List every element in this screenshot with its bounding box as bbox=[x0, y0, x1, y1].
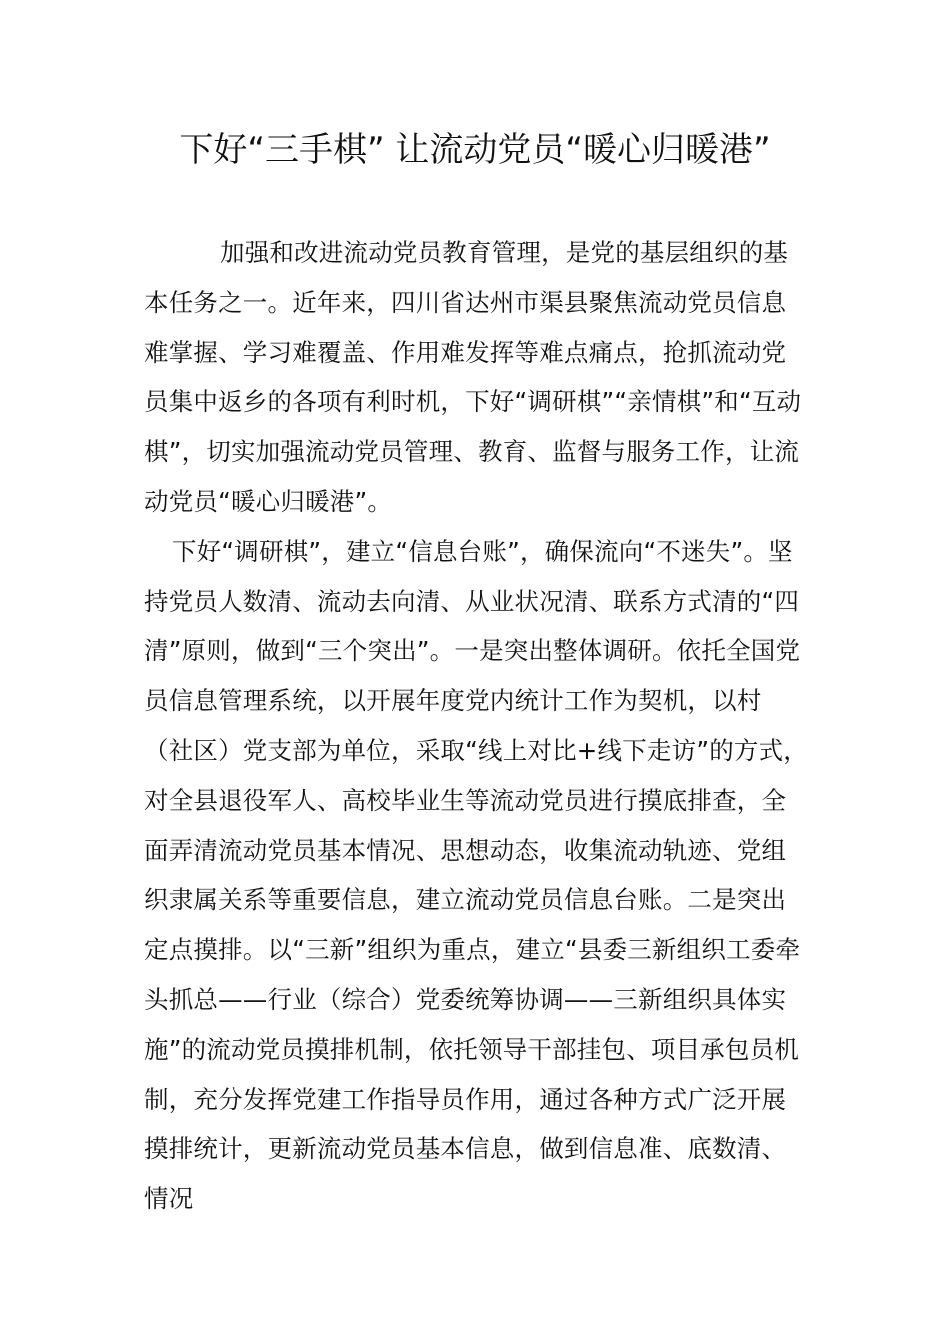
paragraph-intro: 加强和改进流动党员教育管理，是党的基层组织的基本任务之一。近年来，四川省达州市渠县聚焦流动党员信息难掌握、学习难覆盖、作用难发挥等难点痛点，抢抓流动党员集中返乡的各项有利时机，下好“调研棋”“亲情棋”和“互动棋”，切实加强流动党员管理、教育、监督与服务工作，让流动党员“暖心归暖港”。 bbox=[144, 238, 802, 516]
document-title: 下好“三手棋” 让流动党员“暖心归暖港” bbox=[179, 130, 771, 170]
document-body bbox=[144, 228, 809, 1224]
paragraph-research: 下好“调研棋”，建立“信息台账”，确保流向“不迷失”。坚持党员人数清、流动去向清、从业状况清、联系方式清的“四清”原则，做到“三个突出”。一是突出整体调研。依托全国党员信息管理系统，以开展年度党内统计工作为契机，以村（社区）党支部为单位，采取“线上对比+线下走访”的方式，对全县退役军人、高校毕业生等流动党员进行摸底排查，全面弄清流动党员基本情况、思想动态，收集流动轨迹、党组织隶属关系等重要信息，建立流动党员信息台账。二是突出定点摸排。以“三新”组织为重点，建立“县委三新组织工委牵头抓总——行业（综合）党委统筹协调——三新组织具体实施”的流动党员摸排机制，依托领导干部挂包、项目承包员机制，充分发挥党建工作指导员作用，通过各种方式广泛开展摸排统计，更新流动党员基本信息，做到信息准、底数清、情况 bbox=[144, 536, 809, 1214]
